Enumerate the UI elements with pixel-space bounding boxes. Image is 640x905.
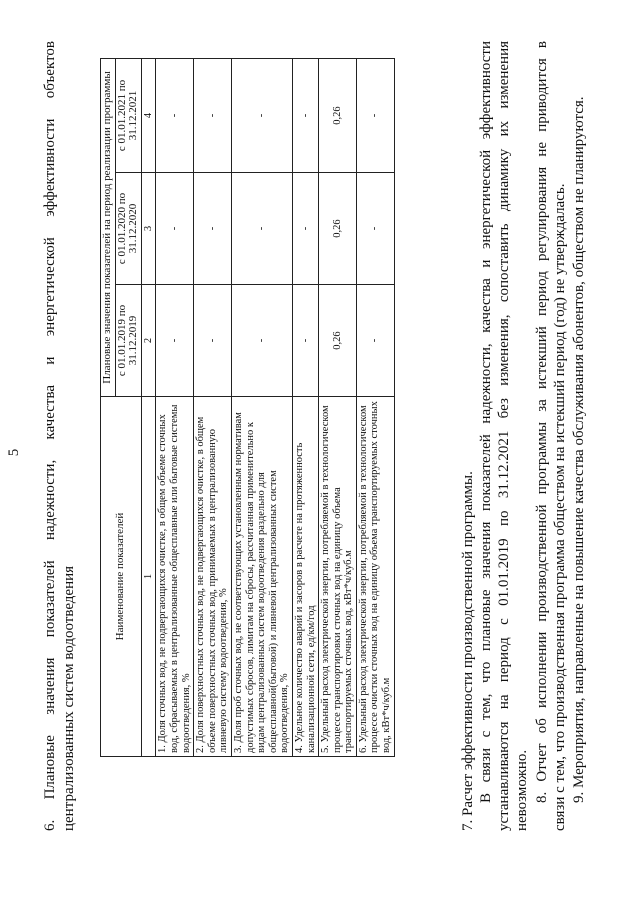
indicator-name: 1. Доля сточных вод, не подвергающихся очистке, в общем объеме сточных вод, сбрасываемых в централизованные общесплавные или бытовые системы водоотведения, % (156, 397, 194, 757)
value-cell: - (292, 285, 318, 397)
value-cell: - (156, 59, 194, 173)
value-cell: - (156, 285, 194, 397)
table-row (194, 59, 232, 757)
column-number: 1 (141, 397, 156, 757)
section-8-line-2: связи с тем, что производственная программа обществом на истекший период (год) не утверждалась. (552, 183, 568, 831)
value-cell: 0,26 (319, 173, 357, 285)
column-number: 4 (141, 59, 156, 173)
table-row (156, 59, 194, 757)
value-cell: - (292, 173, 318, 285)
section-7-line-1: В связи с тем, что плановые значения показателей надежности, качества и энергетической эффективности (478, 41, 494, 803)
table-row (356, 59, 394, 757)
header-period-2019: с 01.01.2019 по 31.12.2019 (115, 285, 141, 397)
header-planned-values: Плановые значения показателей на период реализации программы (101, 59, 116, 397)
section-8-line-1: 8. Отчет об исполнении производственной программы за истекший период регулирования не приводится в (534, 41, 550, 803)
indicator-name: 5. Удельный расход электрической энергии, потребляемой в технологическом процессе транспортировки сточных вод на единицу объема транспортируемых сточных вод, кВт*ч/куб.м (319, 397, 357, 757)
value-cell: 0,26 (319, 285, 357, 397)
section-9-line-1: 9. Мероприятия, направленные на повышение качества обслуживания абонентов, обществом не планируются. (571, 96, 587, 803)
column-number: 3 (141, 173, 156, 285)
indicators-table (100, 58, 395, 757)
value-cell: - (194, 173, 232, 285)
value-cell: - (292, 59, 318, 173)
section-6-heading-line-2: централизованных систем водоотведения (61, 565, 77, 831)
value-cell: - (156, 173, 194, 285)
value-cell: - (356, 59, 394, 173)
value-cell: - (194, 285, 232, 397)
table-row (319, 59, 357, 757)
value-cell: - (356, 285, 394, 397)
section-7-heading: 7. Расчет эффективности производственной программы. (460, 471, 476, 831)
table-row (292, 59, 318, 757)
column-number: 2 (141, 285, 156, 397)
indicator-name: 4. Удельное количество аварий и засоров в расчете на протяженность канализационной сети, ед/км/год (292, 397, 318, 757)
header-period-2021: с 01.01.2021 по 31.12.2021 (115, 59, 141, 173)
indicator-name: 2. Доля поверхностных сточных вод, не подвергающихся очистке, в общем объеме поверхностных сточных вод, принимаемых в централизованную ливневую систему водоотведения, % (194, 397, 232, 757)
value-cell: - (194, 59, 232, 173)
section-7-line-2: устанавливаются на период с 01.01.2019 по 31.12.2021 без изменения, сопоставить динамику их изменения (496, 41, 512, 831)
value-cell: 0,26 (319, 59, 357, 173)
table-header-row (101, 59, 116, 757)
section-6-heading-line-1: 6. Плановые значения показателей надежности, качества и энергетической эффективности объектов (42, 41, 58, 831)
indicator-name: 3. Доля проб сточных вод, не соответствующих установленным нормативам допустимых сбросов, лимитам на сбросы, рассчитанная применительно к видам централизованных систем водоотведения раздельно для общесплавной(бытовой) и ливневой централизованных систем водоотведения, % (231, 397, 292, 757)
indicator-name: 6. Удельный расход электрической энергии, потребляемой в технологическом процессе очистки сточных вод на единицу объема транспортируемых сточных вод, кВт*ч/куб.м (356, 397, 394, 757)
header-indicator-name: Наименование показателей (101, 397, 142, 757)
value-cell: - (356, 173, 394, 285)
value-cell: - (231, 173, 292, 285)
page-number: 5 (6, 448, 22, 457)
section-7-line-3: невозможно. (514, 749, 530, 831)
value-cell: - (231, 59, 292, 173)
header-period-2020: с 01.01.2020 по 31.12.2020 (115, 173, 141, 285)
table-column-numbers-row (141, 59, 156, 757)
value-cell: - (231, 285, 292, 397)
table-row (231, 59, 292, 757)
